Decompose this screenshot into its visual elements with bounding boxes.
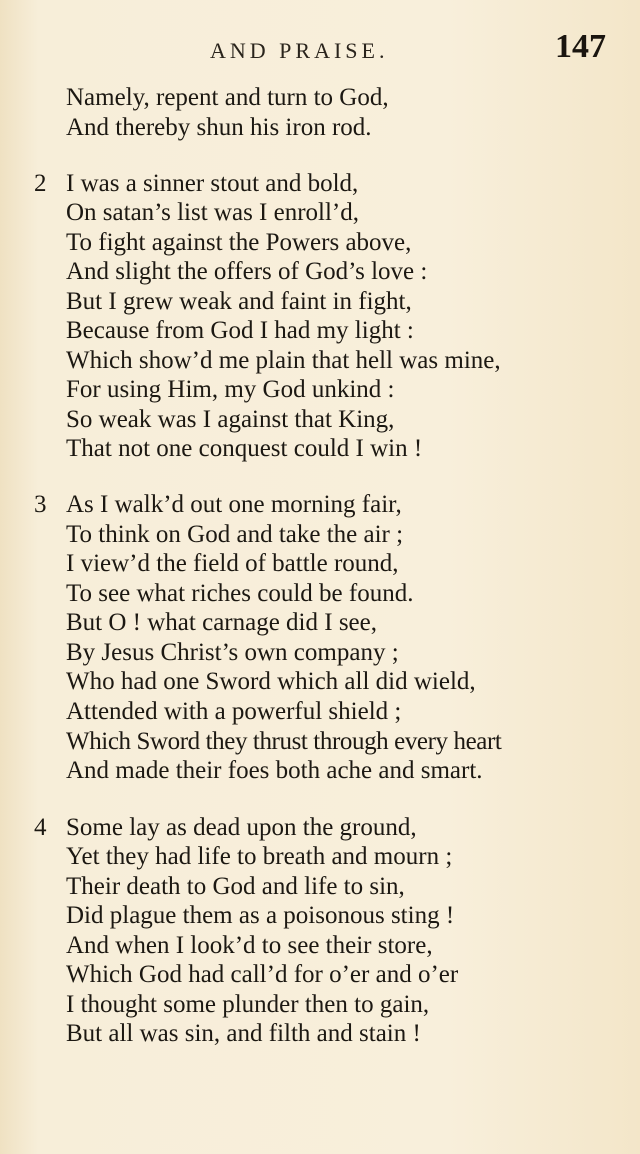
- stanza-3-line-10: And made their foes both ache and smart.: [66, 757, 483, 784]
- stanza-2-line-9: So weak was I against that King,: [66, 406, 395, 433]
- stanza-1-line-2: And thereby shun his iron rod.: [66, 114, 372, 141]
- stanza-2-line-10: That not one conquest could I win !: [66, 435, 423, 462]
- stanza-4-line-4: Did plague them as a poisonous sting !: [66, 902, 455, 929]
- stanza-3-line-9: Which Sword they thrust through every heart: [66, 728, 502, 755]
- stanza-4-line-1: Some lay as dead upon the ground,: [66, 814, 417, 841]
- stanza-2-line-8: For using Him, my God unkind :: [66, 376, 395, 403]
- stanza-3-line-4: To see what riches could be found.: [66, 580, 414, 607]
- stanza-2-number: 2: [34, 170, 47, 197]
- stanza-3-line-1: As I walk’d out one morning fair,: [66, 491, 402, 518]
- stanza-2-line-5: But I grew weak and faint in fight,: [66, 288, 412, 315]
- stanza-4-number: 4: [34, 814, 47, 841]
- stanza-2-line-2: On satan’s list was I enroll’d,: [66, 199, 360, 226]
- page-number: 147: [555, 28, 606, 65]
- stanza-2-line-1: I was a sinner stout and bold,: [66, 170, 359, 197]
- stanza-3-line-8: Attended with a powerful shield ;: [66, 698, 402, 725]
- stanza-2-line-3: To fight against the Powers above,: [66, 229, 412, 256]
- stanza-3-number: 3: [34, 491, 47, 518]
- stanza-2-line-7: Which show’d me plain that hell was mine,: [66, 347, 501, 374]
- stanza-2-line-4: And slight the offers of God’s love :: [66, 258, 428, 285]
- stanza-4-line-7: I thought some plunder then to gain,: [66, 991, 430, 1018]
- stanza-1-line-1: Namely, repent and turn to God,: [66, 84, 389, 111]
- stanza-3-line-2: To think on God and take the air ;: [66, 521, 404, 548]
- stanza-4-line-5: And when I look’d to see their store,: [66, 932, 433, 959]
- stanza-4-line-2: Yet they had life to breath and mourn ;: [66, 843, 453, 870]
- stanza-4-line-8: But all was sin, and filth and stain !: [66, 1020, 421, 1047]
- stanza-2-line-6: Because from God I had my light :: [66, 317, 414, 344]
- stanza-3-line-3: I view’d the field of battle round,: [66, 550, 399, 577]
- stanza-4-line-6: Which God had call’d for o’er and o’er: [66, 961, 459, 988]
- stanza-3-line-5: But O ! what carnage did I see,: [66, 609, 377, 636]
- stanza-3-line-6: By Jesus Christ’s own company ;: [66, 639, 399, 666]
- stanza-3-line-7: Who had one Sword which all did wield,: [66, 668, 476, 695]
- stanza-4-line-3: Their death to God and life to sin,: [66, 873, 405, 900]
- running-head: AND PRAISE.: [210, 38, 389, 63]
